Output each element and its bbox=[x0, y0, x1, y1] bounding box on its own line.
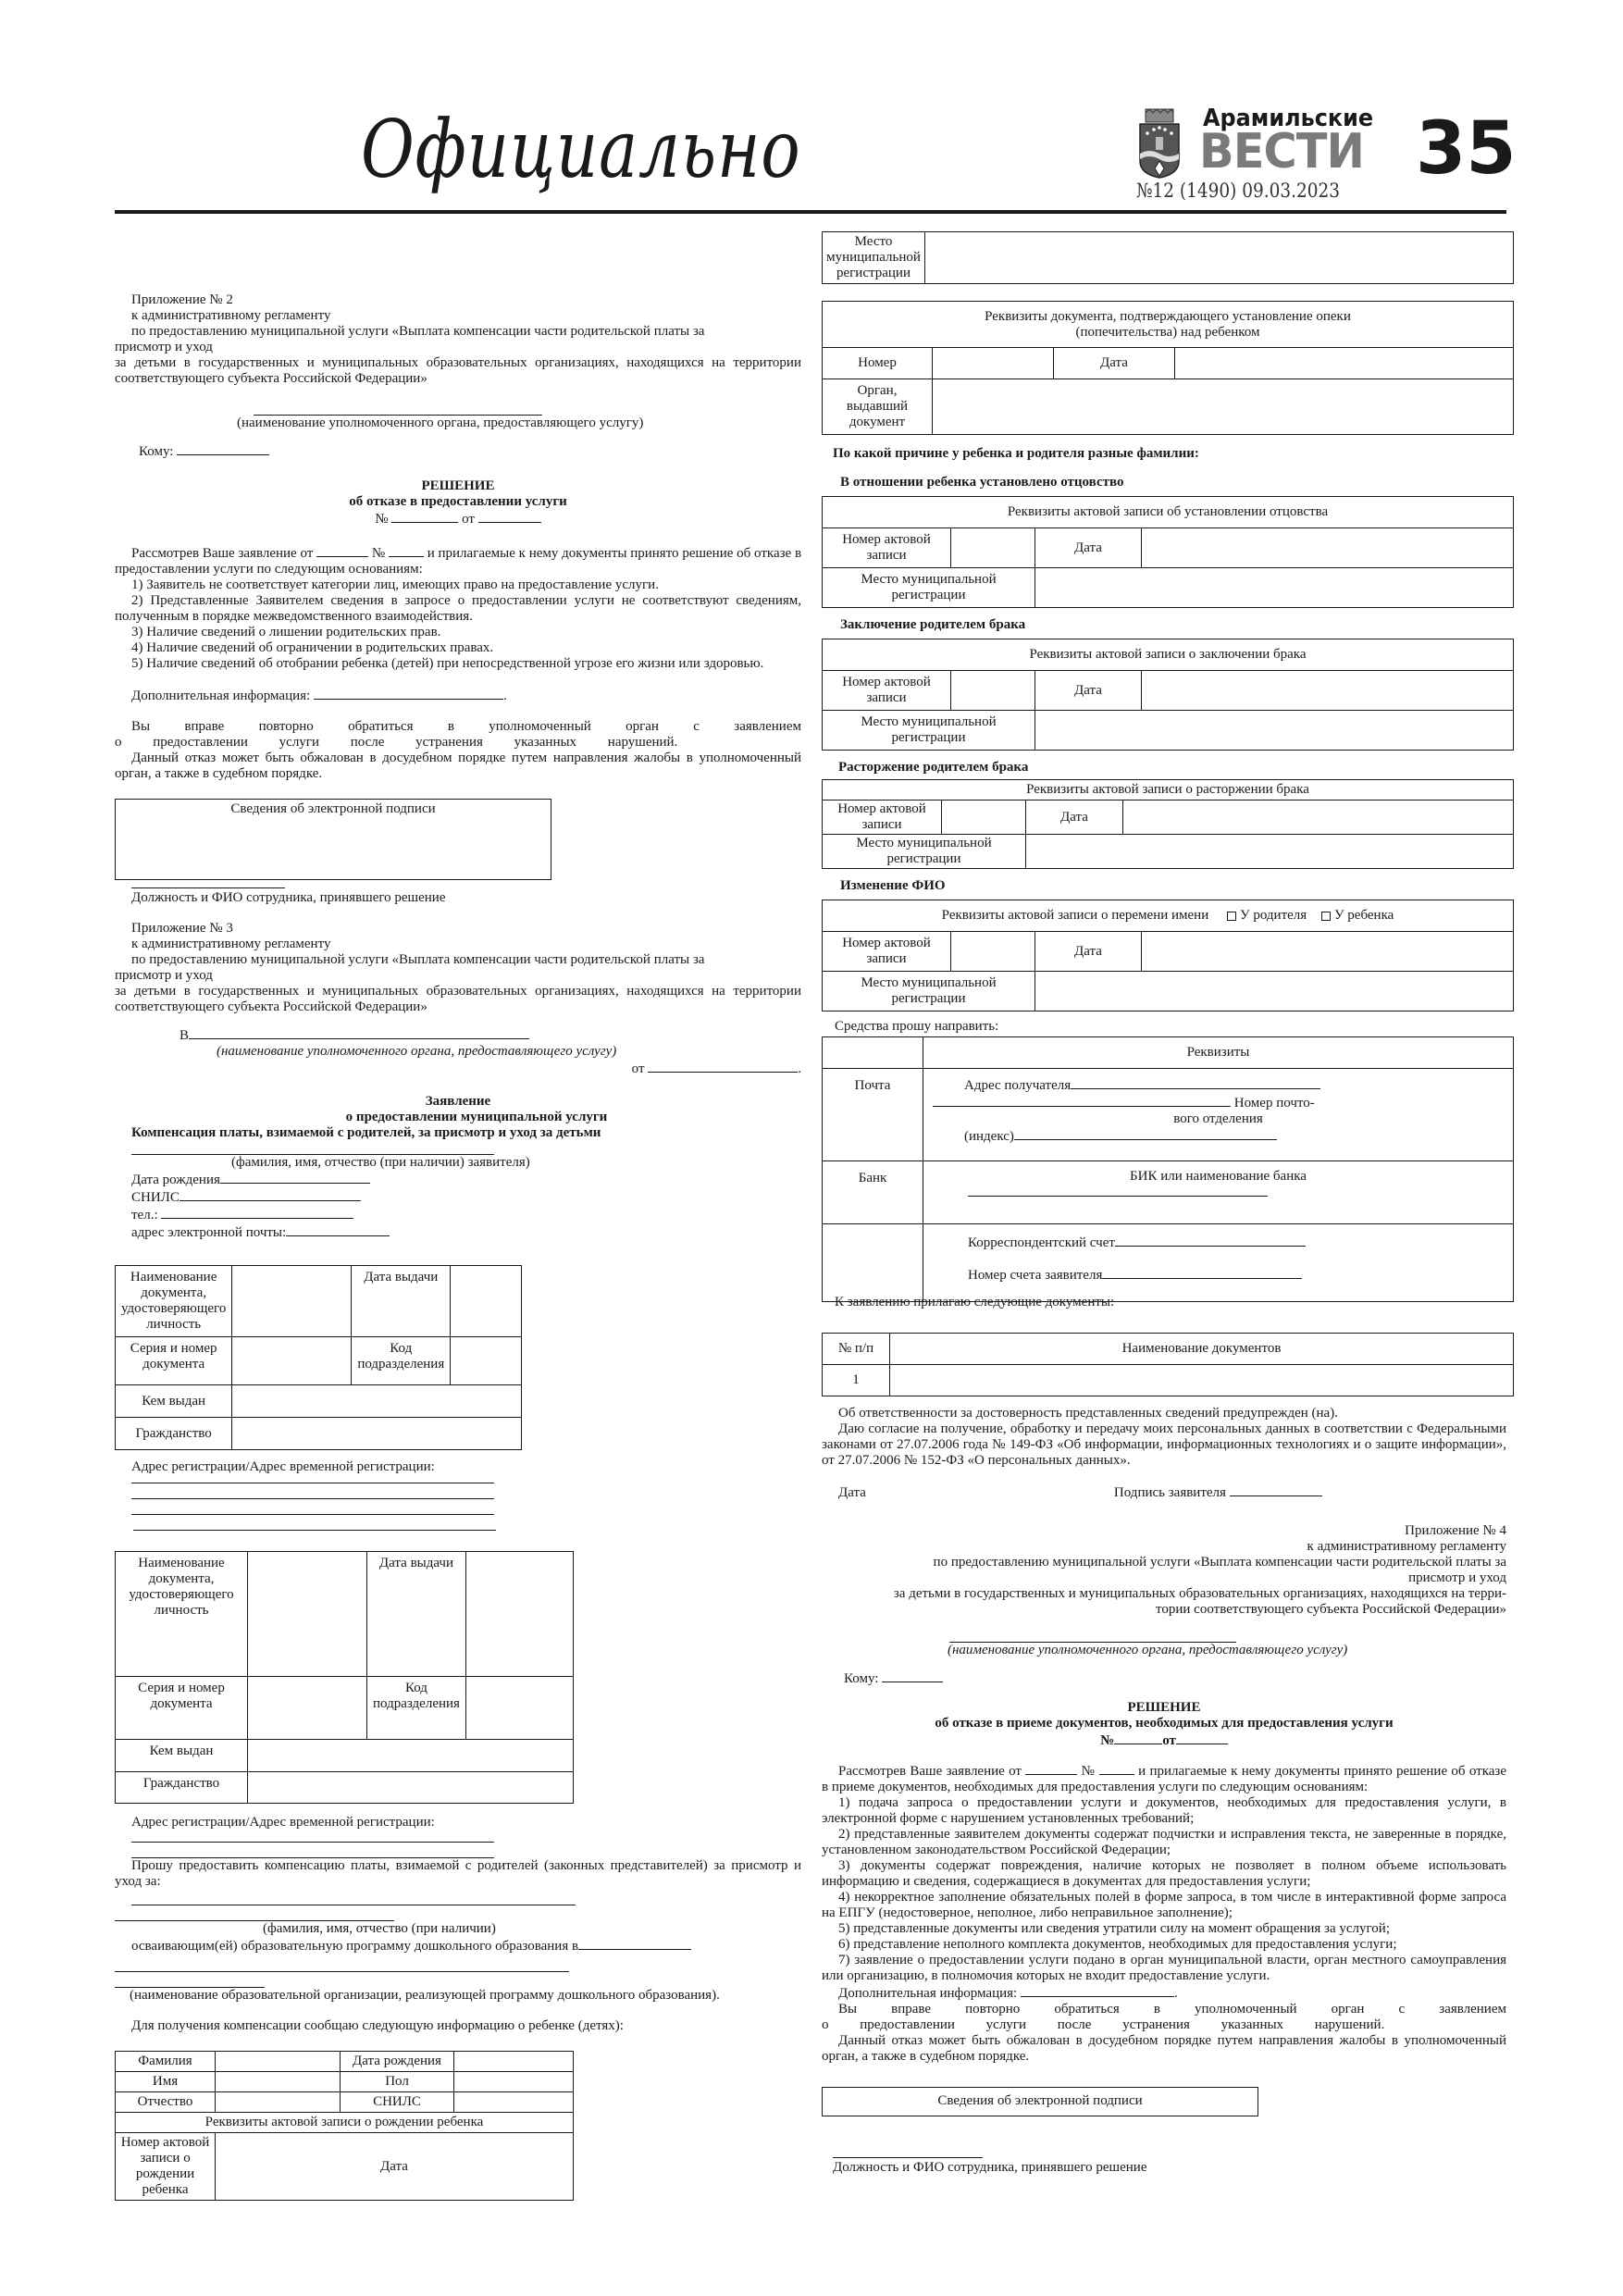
address-field[interactable] bbox=[131, 1498, 494, 1499]
cell-label: Место муниципальной регистрации bbox=[823, 972, 1035, 1011]
signature-box-label: Сведения об электронной подписи bbox=[230, 801, 436, 816]
reason-item: 3) Наличие сведений о лишении родительских прав. bbox=[131, 625, 441, 639]
application-title: Заявление bbox=[425, 1094, 491, 1109]
appeal-text: Данный отказ может быть обжалован в досудебном порядке путем направления жалобы в уполномоченный орган, а также в судебном порядке. bbox=[822, 2033, 1506, 2064]
email-field[interactable] bbox=[286, 1223, 390, 1236]
signature-box bbox=[115, 799, 551, 880]
no-label: № bbox=[375, 512, 389, 527]
cell-input[interactable] bbox=[232, 1266, 352, 1337]
account-field[interactable] bbox=[1102, 1266, 1302, 1279]
intro-text: и прилагаемые к нему документы принято решение об отказе в приеме документов, необходимых для предоставления услуги по следующим основаниям: bbox=[822, 1764, 1507, 1794]
request-text: Прошу предоставить компенсацию платы, взимаемой с родителей (законных представителей) за присмотр и уход за: bbox=[115, 1858, 801, 1889]
cell-input[interactable] bbox=[248, 1552, 367, 1677]
cell-input[interactable] bbox=[1035, 972, 1514, 1011]
cell-label: Код подразделения bbox=[352, 1337, 451, 1385]
organ-caption: (наименование уполномоченного органа, предоставляющего услугу) bbox=[237, 416, 644, 430]
row-number: 1 bbox=[823, 1365, 890, 1396]
paternity-table bbox=[822, 496, 1514, 608]
corr-account-label: Корреспондентский счет bbox=[968, 1235, 1115, 1250]
cell-input[interactable] bbox=[248, 1677, 367, 1740]
cell-label: Почта bbox=[823, 1069, 923, 1161]
decision-number-field[interactable] bbox=[1114, 1731, 1162, 1744]
cell-empty bbox=[823, 1037, 923, 1069]
checkbox-parent[interactable] bbox=[1227, 912, 1236, 921]
guardianship-table bbox=[822, 301, 1514, 435]
child-info-table bbox=[115, 2051, 574, 2201]
appendix-4-line: за детьми в государственных и муниципальных образовательных организациях, находящихся на терри- bbox=[893, 1586, 1506, 1601]
post-office-label: Номер почто- bbox=[1233, 1096, 1315, 1111]
cell-input[interactable] bbox=[465, 1677, 573, 1740]
komu-field[interactable] bbox=[177, 442, 269, 455]
application-service: Компенсация платы, взимаемой с родителей, за присмотр и уход за детьми bbox=[131, 1125, 601, 1140]
cell-header: № п/п bbox=[823, 1334, 890, 1365]
registration-place-table bbox=[822, 231, 1514, 284]
section-divorce-title: Расторжение родителем брака bbox=[838, 760, 1029, 775]
address-field[interactable] bbox=[131, 1514, 494, 1515]
appendix-3-line: за детьми в государственных и муниципальных образовательных организациях, находящихся на территории соответствующего субъекта Российской Федерации» bbox=[115, 984, 801, 1014]
header-rule bbox=[115, 210, 1506, 214]
cell-label: Фамилия bbox=[116, 2052, 216, 2072]
cell-input[interactable] bbox=[451, 1266, 522, 1337]
cell-input[interactable] bbox=[216, 2092, 341, 2113]
komu-label: Кому: bbox=[139, 444, 174, 459]
appendix-4-line: к административному регламенту bbox=[1307, 1539, 1506, 1554]
cell-header: Реквизиты актовой записи о перемени имени bbox=[941, 908, 1209, 923]
no-label: № bbox=[371, 546, 386, 561]
address-label: Адрес регистрации/Адрес временной регистрации: bbox=[131, 1815, 435, 1830]
extra-info-field[interactable] bbox=[1021, 1984, 1174, 1997]
snils-field[interactable] bbox=[180, 1188, 361, 1201]
cell-label: Номер актовой записи bbox=[823, 528, 951, 568]
cell-input[interactable] bbox=[232, 1337, 352, 1385]
appendix-3-line: к административному регламенту bbox=[131, 937, 331, 951]
reason-item: 4) некорректное заполнение обязательных полей в форме запроса, в том числе в интерактивной форме запроса на ЕПГУ (недостоверное, неполное, либо неправильное заполнение); bbox=[822, 1890, 1506, 1920]
checkbox-child-label: У ребенка bbox=[1333, 908, 1394, 923]
application-date-field[interactable] bbox=[1025, 1762, 1077, 1775]
application-number-field[interactable] bbox=[389, 544, 424, 557]
decision-date-field[interactable] bbox=[1176, 1731, 1228, 1744]
cell-input[interactable] bbox=[216, 2072, 341, 2092]
org-field[interactable] bbox=[578, 1937, 691, 1950]
cell-label: Номер актовой записи о рождении ребенка bbox=[116, 2133, 216, 2201]
official-caption: Должность и ФИО сотрудника, принявшего решение bbox=[131, 890, 446, 905]
section-title: Официально bbox=[361, 104, 801, 196]
cell-header: Реквизиты актовой записи о заключении брака bbox=[823, 639, 1514, 671]
decision-number-field[interactable] bbox=[391, 510, 458, 523]
cell-input[interactable] bbox=[1035, 711, 1514, 751]
cell-label: Кем выдан bbox=[116, 1385, 232, 1418]
cell-label: Серия и номер документа bbox=[116, 1337, 232, 1385]
left-column: Приложение № 2 к административному регламенту по предоставлению муниципальной услуги «Выплата компенсации части родительской платы за присмотр и уход за детьми в государственных и муниципальных образовательных организациях, находящихся на территории соответствующего субъекта Российской Федерации» (наименование уполномоченного органа, предоставляющего услугу) Кому: РЕШЕНИЕ об отказе в предоставлении услуги № от Рассмотрев Ваше заявление от № и прилагаемые к нему документы принято решение об отказе в предоставлении услуги по следующим основаниям: 1) Заявитель не соответствует категории лиц, имеющих право на предоставление услуги. 2) Представленные Заявителем сведения в запросе о предоставлении услуги не соответствуют сведениям, полученным в порядке межведомственного взаимодействия. 3) Наличие сведений о лишении родительских прав. 4) Наличие сведений об ограничении в родительских правах. 5) Наличие сведений об отобрании ребенка (детей) при непосредственной угрозе его жизни или здоровью. Дополнительная информация: . Вы вправе повторно обратиться в уполномоченный орган с заявлением о предоставлении услуги после устранения указанных нарушений. Данный отказ может быть обжалован в досудебном порядке путем направления жалобы в уполномоченный орган, а также в судебном порядке. Сведения об электронной подписи Должность и ФИО сотрудника, принявшего решение Приложение № 3 к административному регламенту по предоставлению муниципальной услуги «Выплата компенсации части родительской платы за присмотр и уход за детьми в государственных и муниципальных образовательных организациях, находящихся на территории соответствующего субъекта Российской Федерации» В (наименование уполномоченного органа, предоставляющего услугу) от . Заявление о предоставлении муниципальной услуги Компенсация платы, взимаемой с родителей, за присмотр и уход за детьми (фамилия, имя, отчество (при наличии) заявителя) Дата рождения СНИЛС тел.: адрес электронной почты: Наименование документа, удостоверяющего личность Дата выдачи Серия и номер документа Код подразделения Кем выдан Гражданство Адрес регистрации/Адрес временной регистрации: Наименование документа, удостоверяющего личность Дата выдачи Серия и номер документа Код подразделения Кем выдан Гражданство Адрес регистрации/Адрес временной регистрации: Прошу предоставить компенсацию платы, взимаемой с родителей (законных представителей) за присмотр и уход за: (фамилия, имя, отчество (при наличии) осваивающим(ей) образовательную программу дошкольного образования в (наименование образовательной организации, реализующей программу дошкольного образования). Для получения компенсации сообщаю следующую информацию о ребенке (детях): Фамилия Дата рождения Имя Пол Отчество СНИЛС Реквизиты актовой записи о рождении ребенка Номер актовой записи о рождении ребенка Дата bbox=[115, 222, 801, 2201]
decision-title: РЕШЕНИЕ bbox=[1127, 1700, 1201, 1715]
appendix-3-heading: Приложение № 3 bbox=[131, 921, 233, 936]
signature-box-label: Сведения об электронной подписи bbox=[937, 2093, 1143, 2108]
cell-input[interactable] bbox=[216, 2052, 341, 2072]
cell-label: Место муниципальной регистрации bbox=[823, 232, 925, 284]
address-label: Адрес регистрации/Адрес временной регистрации: bbox=[131, 1459, 435, 1474]
organ-caption: (наименование уполномоченного органа, предоставляющего услугу) bbox=[217, 1044, 617, 1059]
checkbox-parent-label: У родителя bbox=[1239, 908, 1307, 923]
payment-table bbox=[822, 1036, 1514, 1302]
cell-label: Дата выдачи bbox=[367, 1552, 466, 1677]
cell-input[interactable] bbox=[1123, 800, 1514, 835]
issue-info: №12 (1490) 09.03.2023 bbox=[1136, 180, 1341, 202]
org-field[interactable] bbox=[115, 1971, 569, 1972]
cell-input[interactable] bbox=[925, 232, 1514, 284]
cell-label: Код подразделения bbox=[367, 1677, 466, 1740]
reason-item: 6) представление неполного комплекта документов, необходимых для предоставления услуги; bbox=[838, 1937, 1397, 1952]
reapply-text: Вы вправе повторно обратиться в уполномоченный орган с заявлением о предоставлении услуги после устранения указанных нарушений. bbox=[822, 2002, 1506, 2032]
signature-field[interactable] bbox=[1230, 1483, 1322, 1496]
birth-date-label: Дата рождения bbox=[131, 1173, 220, 1187]
cell-header: Реквизиты актовой записи об установлении отцовства bbox=[823, 497, 1514, 528]
decision-title: РЕШЕНИЕ bbox=[421, 478, 495, 493]
cell-input[interactable] bbox=[248, 1740, 574, 1772]
cell-input[interactable] bbox=[951, 932, 1035, 972]
appendix-2-line: к административному регламенту bbox=[131, 308, 331, 323]
intro-text: Рассмотрев Ваше заявление от bbox=[131, 546, 314, 561]
reason-item: 1) подача запроса о предоставлении услуги и документов, необходимых для предоставления услуги, в электронной форме с нарушением установленных требований; bbox=[822, 1795, 1506, 1826]
email-label: адрес электронной почты: bbox=[131, 1225, 287, 1240]
cell-input[interactable] bbox=[248, 1772, 574, 1804]
phone-field[interactable] bbox=[161, 1206, 353, 1219]
cell-label: Номер актовой записи bbox=[823, 671, 951, 711]
from-label: от bbox=[631, 1061, 645, 1076]
appendix-2-line: по предоставлению муниципальной услуги «Выплата компенсации части родительской платы за bbox=[131, 324, 705, 339]
cell-label: Отчество bbox=[116, 2092, 216, 2113]
cell-input[interactable] bbox=[454, 2072, 574, 2092]
appendix-4-line: тории соответствующего субъекта Российской Федерации» bbox=[1156, 1602, 1506, 1617]
cell-label: Имя bbox=[116, 2072, 216, 2092]
cell-input[interactable] bbox=[454, 2052, 574, 2072]
appendix-2-line: за детьми в государственных и муниципальных образовательных организациях, находящихся на территории соответствующего субъекта Российской Федерации» bbox=[115, 355, 801, 386]
cell-input[interactable] bbox=[232, 1385, 522, 1418]
reason-item: 2) Представленные Заявителем сведения в запросе о предоставлении услуги не соответствуют сведениям, полученным в порядке межведомственного взаимодействия. bbox=[115, 593, 801, 624]
cell-label: Номер актовой записи bbox=[823, 932, 951, 972]
reason-item: 4) Наличие сведений об ограничении в родительских правах. bbox=[131, 640, 494, 655]
cell-label: Дата bbox=[1035, 932, 1142, 972]
extra-info-field[interactable] bbox=[314, 687, 503, 700]
address-field[interactable] bbox=[133, 1530, 496, 1531]
appendix-4-heading: Приложение № 4 bbox=[1405, 1523, 1506, 1538]
section-paternity-title: В отношении ребенка установлено отцовство bbox=[840, 475, 1124, 490]
cell-input[interactable] bbox=[1035, 568, 1514, 608]
recipient-address-field[interactable] bbox=[1071, 1076, 1320, 1089]
cell-input[interactable] bbox=[454, 2092, 574, 2113]
cell-header: Реквизиты документа, подтверждающего установление опеки (попечительства) над ребенком bbox=[823, 302, 1514, 348]
application-number-field[interactable] bbox=[1099, 1762, 1134, 1775]
fio-caption: (фамилия, имя, отчество (при наличии) заявителя) bbox=[231, 1155, 530, 1170]
recipient-address-field[interactable] bbox=[933, 1094, 1231, 1107]
appendix-3-line: присмотр и уход bbox=[115, 968, 213, 983]
marriage-table bbox=[822, 639, 1514, 751]
attach-label: К заявлению прилагаю следующие документы: bbox=[835, 1295, 1115, 1309]
cell-label: Наименование документа, удостоверяющего личность bbox=[116, 1266, 232, 1337]
cell-label: Гражданство bbox=[116, 1418, 232, 1450]
id-document-table-1 bbox=[115, 1265, 522, 1450]
cell-label: Кем выдан bbox=[116, 1740, 248, 1772]
intro-text: Рассмотрев Ваше заявление от bbox=[838, 1764, 1022, 1779]
consent-text: Даю согласие на получение, обработку и передачу моих персональных данных в соответствии с Федеральными законами от 27.07.2006 года № 149-ФЗ «Об информации, информационных технологиях и о защите информации», от 27.07.2006 № 152-ФЗ «О персональных данных». bbox=[822, 1421, 1506, 1468]
cell-label: Номер bbox=[823, 348, 933, 379]
cell-label: Гражданство bbox=[116, 1772, 248, 1804]
signature-box bbox=[822, 2087, 1258, 2116]
cell-label: Место муниципальной регистрации bbox=[823, 835, 1026, 869]
funds-label: Средства прошу направить: bbox=[835, 1019, 999, 1034]
responsibility-text: Об ответственности за достоверность представленных сведений предупрежден (на). bbox=[838, 1406, 1338, 1421]
birth-date-field[interactable] bbox=[220, 1171, 370, 1184]
appendix-3-line: по предоставлению муниципальной услуги «Выплата компенсации части родительской платы за bbox=[131, 952, 705, 967]
divorce-table bbox=[822, 779, 1514, 869]
cell-header: Наименование документов bbox=[890, 1334, 1514, 1365]
cell-label: Пол bbox=[341, 2072, 454, 2092]
extra-info-label: Дополнительная информация: bbox=[838, 1986, 1018, 2001]
cell-input[interactable] bbox=[890, 1365, 1514, 1396]
address-field[interactable] bbox=[131, 1842, 494, 1843]
cell-input[interactable] bbox=[951, 671, 1035, 711]
cell-input[interactable] bbox=[1175, 348, 1514, 379]
cell-input[interactable] bbox=[951, 528, 1035, 568]
mastering-text: осваивающим(ей) образовательную программу дошкольного образования в bbox=[131, 1939, 579, 1954]
cell-header: Реквизиты актовой записи о расторжении брака bbox=[823, 780, 1514, 800]
bik-label: БИК или наименование банка bbox=[1130, 1169, 1307, 1184]
appendix-4-line: присмотр и уход bbox=[1408, 1570, 1506, 1585]
cell-label: Наименование документа, удостоверяющего личность bbox=[116, 1552, 248, 1677]
cell-input[interactable] bbox=[1142, 671, 1514, 711]
bik-field[interactable] bbox=[968, 1196, 1268, 1197]
post-office-label: вого отделения bbox=[1173, 1111, 1263, 1126]
cell-label: СНИЛС bbox=[341, 2092, 454, 2113]
reapply-text: Вы вправе повторно обратиться в уполномоченный орган с заявлением о предоставлении услуги после устранения указанных нарушений. bbox=[115, 719, 801, 750]
application-subtitle: о предоставлении муниципальной услуги bbox=[345, 1110, 608, 1124]
brand-subtitle: Арамильские bbox=[1203, 105, 1374, 132]
account-label: Номер счета заявителя bbox=[968, 1268, 1103, 1283]
snils-label: СНИЛС bbox=[131, 1190, 180, 1205]
applicant-field[interactable] bbox=[648, 1060, 798, 1073]
child-info-text: Для получения компенсации сообщаю следующую информацию о ребенке (детях): bbox=[131, 2018, 624, 2033]
komu-label: Кому: bbox=[844, 1671, 879, 1686]
no-label: № bbox=[1100, 1733, 1115, 1748]
cell-label: Номер актовой записи bbox=[823, 800, 942, 835]
reason-item: 5) представленные документы или сведения утратили силу на момент обращения за услугой; bbox=[838, 1921, 1391, 1936]
cell-input[interactable] bbox=[465, 1552, 573, 1677]
intro-text: и прилагаемые к нему документы принято решение об отказе в предоставлении услуги по следующим основаниям: bbox=[115, 546, 802, 577]
org-caption: (наименование образовательной организации, реализующей программу дошкольного образования). bbox=[130, 1988, 720, 2003]
reason-item: 2) представленные заявителем документы содержат подчистки и исправления текста, не заверенные в порядке, установленном законодательством Российской Федерации; bbox=[822, 1827, 1506, 1857]
komu-field[interactable] bbox=[882, 1669, 943, 1682]
cell-label: Дата выдачи bbox=[352, 1266, 451, 1337]
cell-label: Орган, выдавший документ bbox=[823, 379, 933, 435]
signature-label: Подпись заявителя bbox=[1113, 1485, 1226, 1500]
appendix-2-heading: Приложение № 2 bbox=[131, 292, 233, 307]
cell-label: Дата bbox=[1035, 528, 1142, 568]
checkbox-child[interactable] bbox=[1321, 912, 1331, 921]
to-label: В bbox=[180, 1028, 190, 1043]
cell-label: Дата bbox=[1026, 800, 1123, 835]
appendix-4-line: по предоставлению муниципальной услуги «Выплата компенсации части родительской платы за bbox=[933, 1555, 1506, 1570]
id-document-table-2 bbox=[115, 1551, 574, 1804]
cell-label: Серия и номер документа bbox=[116, 1677, 248, 1740]
documents-table bbox=[822, 1333, 1514, 1396]
appeal-text: Данный отказ может быть обжалован в досудебном порядке путем направления жалобы в уполномоченный орган, а также в судебном порядке. bbox=[115, 751, 801, 781]
from-label: от bbox=[462, 512, 475, 527]
cell-label[interactable]: Дата bbox=[216, 2133, 574, 2201]
cell-header: Реквизиты bbox=[923, 1037, 1514, 1069]
reason-item: 1) Заявитель не соответствует категории лиц, имеющих право на предоставление услуги. bbox=[131, 577, 659, 592]
cell-input[interactable] bbox=[1026, 835, 1514, 869]
official-signature-line[interactable] bbox=[131, 887, 285, 888]
cell-input[interactable] bbox=[933, 348, 1054, 379]
decision-date-field[interactable] bbox=[478, 510, 541, 523]
reason-item: 3) документы содержат повреждения, наличие которых не позволяет в полном объеме использовать информацию и сведения, содержащиеся в документах для предоставления услуги; bbox=[822, 1858, 1506, 1889]
application-date-field[interactable] bbox=[316, 544, 368, 557]
brand-title: ВЕСТИ bbox=[1199, 124, 1364, 180]
cell-empty bbox=[823, 1224, 923, 1302]
decision-subtitle: об отказе в предоставлении услуги bbox=[349, 494, 567, 509]
cell-input[interactable] bbox=[1142, 932, 1514, 972]
cell-input[interactable] bbox=[933, 379, 1514, 435]
child-fio-caption: (фамилия, имя, отчество (при наличии) bbox=[263, 1921, 496, 1936]
cell-input[interactable] bbox=[942, 800, 1026, 835]
index-field[interactable] bbox=[1014, 1127, 1277, 1140]
no-label: № bbox=[1081, 1764, 1096, 1779]
surname-reason-heading: По какой причине у ребенка и родителя разные фамилии: bbox=[833, 446, 1199, 461]
cell-label: Дата bbox=[1054, 348, 1175, 379]
date-label: Дата bbox=[838, 1485, 866, 1500]
right-column: Место муниципальной регистрации Реквизиты документа, подтверждающего установление опеки (попечительства) над ребенком Номер Дата Орган, выдавший документ По какой причине у ребенка и родителя разные фамилии: В отношении ребенка установлено отцовство Реквизиты актовой записи об установлении отцовства Номер актовой записи Дата Место муниципальной регистрации Заключение родителем брака Реквизиты актовой записи о заключении брака Номер актовой записи Дата Место муниципальной регистрации Расторжение родителем брака Реквизиты актовой записи о расторжении брака Номер актовой записи Дата Место муниципальной регистрации Изменение ФИО Реквизиты актовой записи о перемени имени У родителя У ребенка Номер актовой записи Дата Место муниципальной регистрации Средства прошу направить: Реквизиты Почта Адрес получателя Номер почто- вого отделения (индекс) Банк БИК или наименование банка Корреспондентский счет Номер счета заявителя К заявлению прилагаю следующие документы: № п/п Наименование документов 1 Об ответственности за достоверность представленных сведений предупрежден (на). Даю согласие на получение, обработку и передачу моих персональных данных в соответствии с Федеральными законами от 27.07.2006 года № 149-ФЗ «Об информации, информационных технологиях и о защите информации», от 27.07.2006 № 152-ФЗ «О персональных данных». Дата Подпись заявителя Приложение № 4 к административному регламенту по предоставлению муниципальной услуги «Выплата компенсации части родительской платы за присмотр и уход за детьми в государственных и муниципальных образовательных организациях, находящихся на терри- тории соответствующего субъекта Российской Федерации» (наименование уполномоченного органа, предоставляющего услугу) Кому: РЕШЕНИЕ об отказе в приеме документов, необходимых для предоставления услуги № от Рассмотрев Ваше заявление от № и прилагаемые к нему документы принято решение об отказе в приеме документов, необходимых для предоставления услуги по следующим основаниям: 1) подача запроса о предоставлении услуги и документов, необходимых для предоставления услуги, в электронной форме с нарушением установленных требований; 2) представленные заявителем документы содержат подчистки и исправления текста, не заверенные в порядке, установленном законодательством Российской Федерации; 3) документы содержат повреждения, наличие которых не позволяет в полном объеме использовать информацию и сведения, содержащиеся в документах для предоставления услуги; 4) некорректное заполнение обязательных полей в форме запроса, в том числе в интерактивной форме запроса на ЕПГУ (недостоверное, неполное, либо неправильное заполнение); 5) представленные документы или сведения утратили силу на момент обращения за услугой; 6) представление неполного комплекта документов, необходимых для предоставления услуги; 7) заявление о предоставлении услуги подано в орган муниципальной власти, орган местного самоуправления или организацию, в полномочия которых не входит предоставление услуги. Дополнительная информация: . Вы вправе повторно обратиться в уполномоченный орган с заявлением о предоставлении услуги после устранения указанных нарушений. Данный отказ может быть обжалован в досудебном порядке путем направления жалобы в уполномоченный орган, а также в судебном порядке. Сведения об электронной подписи Должность и ФИО сотрудника, принявшего решение bbox=[822, 222, 1506, 2176]
section-marriage-title: Заключение родителем брака bbox=[840, 617, 1026, 632]
organ-caption: (наименование уполномоченного органа, предоставляющего услугу) bbox=[948, 1643, 1348, 1657]
from-label: от bbox=[1162, 1733, 1176, 1748]
official-signature-line[interactable] bbox=[833, 2157, 983, 2158]
decision-subtitle: об отказе в приеме документов, необходимых для предоставления услуги bbox=[935, 1716, 1394, 1731]
cell-label: Место муниципальной регистрации bbox=[823, 568, 1035, 608]
phone-label: тел.: bbox=[131, 1208, 158, 1222]
cell-input[interactable] bbox=[1142, 528, 1514, 568]
cell-input[interactable] bbox=[232, 1418, 522, 1450]
reason-item: 7) заявление о предоставлении услуги подано в орган муниципальной власти, орган местного самоуправления или организацию, в полномочия которых не входит предоставление услуги. bbox=[822, 1953, 1506, 1983]
cell-label: Дата bbox=[1035, 671, 1142, 711]
index-label: (индекс) bbox=[964, 1129, 1014, 1144]
name-change-table bbox=[822, 900, 1514, 1011]
cell-input[interactable] bbox=[451, 1337, 522, 1385]
cell-label: Банк bbox=[823, 1161, 923, 1224]
appendix-2-line: присмотр и уход bbox=[115, 340, 213, 354]
reason-item: 5) Наличие сведений об отобрании ребенка (детей) при непосредственной угрозе его жизни или здоровью. bbox=[131, 656, 764, 671]
cell-header: Реквизиты актовой записи о рождении ребенка bbox=[116, 2113, 574, 2133]
cell-label: Дата рождения bbox=[341, 2052, 454, 2072]
organ-field[interactable] bbox=[189, 1026, 529, 1039]
extra-info-label: Дополнительная информация: bbox=[131, 689, 311, 703]
recipient-address-label: Адрес получателя bbox=[964, 1078, 1072, 1093]
page-number: 35 bbox=[1416, 107, 1517, 191]
coat-of-arms-icon bbox=[1136, 107, 1183, 180]
official-caption: Должность и ФИО сотрудника, принявшего решение bbox=[833, 2160, 1147, 2175]
cell-label: Место муниципальной регистрации bbox=[823, 711, 1035, 751]
section-name-change-title: Изменение ФИО bbox=[840, 878, 946, 893]
corr-account-field[interactable] bbox=[1115, 1234, 1306, 1247]
